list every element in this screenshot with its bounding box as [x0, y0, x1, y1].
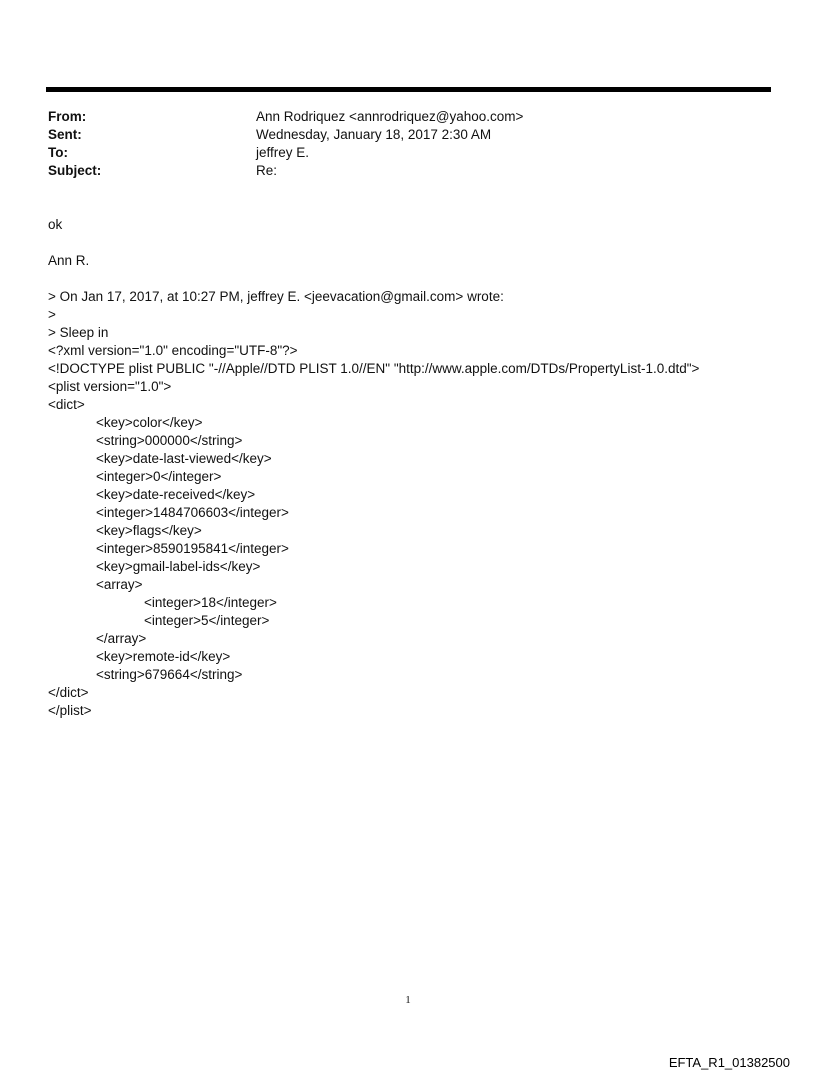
bates-id: EFTA_R1_01382500 — [668, 1055, 790, 1070]
plist-line: <integer>0</integer> — [96, 469, 222, 484]
to-row — [48, 144, 748, 162]
plist-line: <integer>8590195841</integer> — [96, 541, 289, 556]
to-label: To: — [48, 145, 68, 160]
email-body — [48, 216, 768, 720]
plist-line: <key>gmail-label-ids</key> — [96, 559, 261, 574]
plist-line: <integer>5</integer> — [144, 613, 270, 628]
plist-line: <string>000000</string> — [96, 433, 243, 448]
plist-line: </dict> — [48, 685, 89, 700]
quoted-line: > Sleep in — [48, 325, 109, 340]
subject-value: Re: — [256, 163, 278, 178]
header-rule — [46, 87, 771, 92]
plist-line: <string>679664</string> — [96, 667, 243, 682]
subject-row — [48, 162, 748, 180]
signature: Ann R. — [48, 253, 90, 268]
quoted-line: > — [48, 307, 56, 322]
plist-line: <array> — [96, 577, 143, 592]
plist-line: <?xml version="1.0" encoding="UTF-8"?> — [48, 343, 298, 358]
page-number: 1 — [405, 994, 411, 1006]
plist-line: <integer>18</integer> — [144, 595, 277, 610]
quoted-line: > On Jan 17, 2017, at 10:27 PM, jeffrey E. <jeevacation@gmail.com> wrote: — [48, 289, 504, 304]
plist-line: <!DOCTYPE plist PUBLIC "-//Apple//DTD PLIST 1.0//EN" "http://www.apple.com/DTDs/PropertyList-1.0.dtd"> — [48, 361, 700, 376]
sent-label: Sent: — [48, 127, 82, 142]
email-header — [48, 108, 748, 180]
plist-line: <key>remote-id</key> — [96, 649, 231, 664]
from-label: From: — [48, 109, 87, 124]
plist-line: <integer>1484706603</integer> — [96, 505, 289, 520]
plist-line: </array> — [96, 631, 147, 646]
plist-line: <key>color</key> — [96, 415, 203, 430]
sent-value: Wednesday, January 18, 2017 2:30 AM — [256, 127, 492, 142]
plist-line: <key>date-received</key> — [96, 487, 256, 502]
subject-label: Subject: — [48, 163, 102, 178]
plist-line: <key>date-last-viewed</key> — [96, 451, 272, 466]
plist-line: <key>flags</key> — [96, 523, 202, 538]
reply-text: ok — [48, 217, 63, 232]
from-row — [48, 108, 748, 126]
from-value: Ann Rodriquez <annrodriquez@yahoo.com> — [256, 109, 524, 124]
to-value: jeffrey E. — [256, 145, 310, 160]
plist-line: <plist version="1.0"> — [48, 379, 172, 394]
plist-line: </plist> — [48, 703, 92, 718]
sent-row — [48, 126, 748, 144]
plist-line: <dict> — [48, 397, 85, 412]
